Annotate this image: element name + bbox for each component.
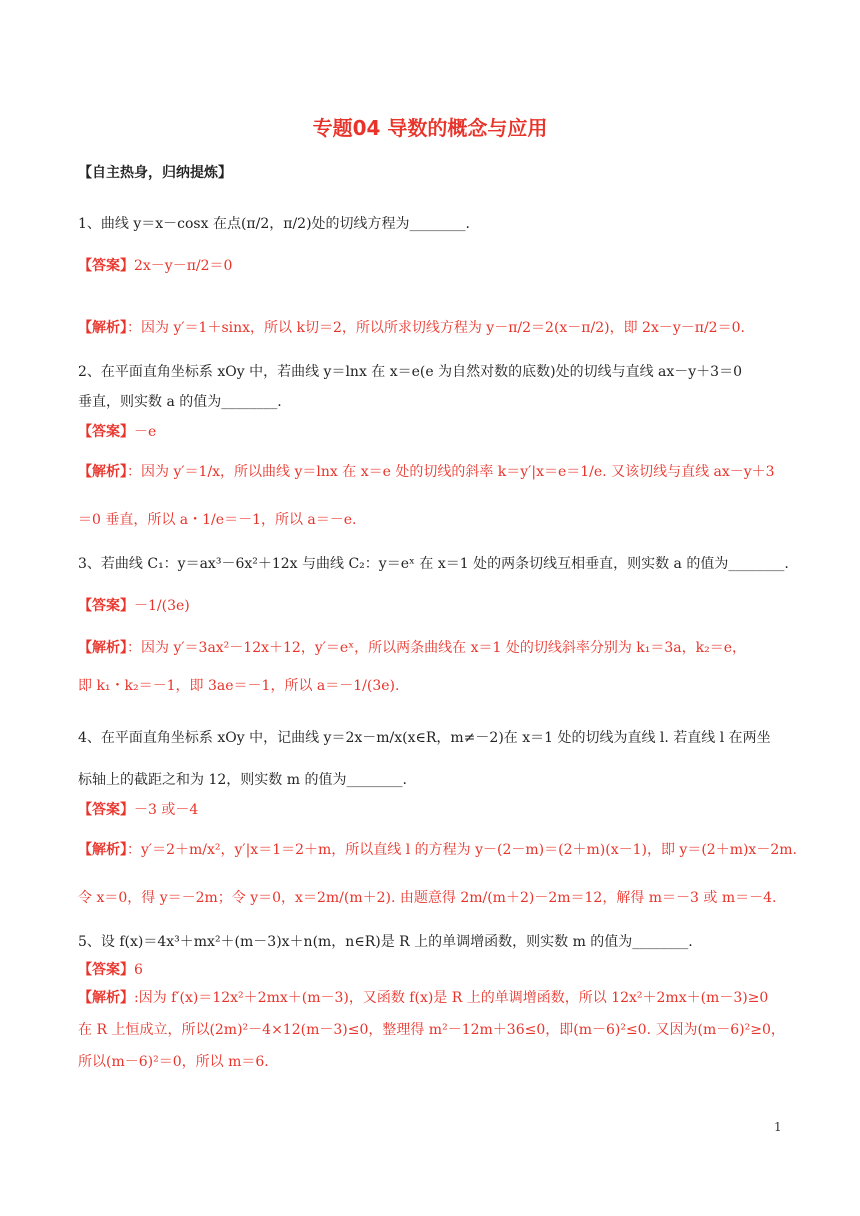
answer-label: 【答案】 [78, 802, 134, 818]
analysis-3-text-1: ：因为 y′＝3ax²－12x＋12，y′＝eˣ，所以两条曲线在 x＝1 处的切线斜率分别为 k₁＝3a，k₂＝e， [127, 640, 747, 656]
section-heading: 【自主热身，归纳提炼】 [78, 165, 232, 181]
analysis-label: 【解析】 [78, 464, 127, 480]
answer-5 [78, 960, 788, 980]
answer-4-text: －3 或－4 [134, 802, 199, 818]
analysis-label: 【解析】 [78, 842, 127, 858]
question-1-line-1: 1、曲线 y＝x－cosx 在点(π/2，π/2)处的切线方程为________. [78, 216, 470, 232]
answer-3 [78, 596, 788, 616]
answer-4 [78, 800, 788, 820]
analysis-1-text-1: ：因为 y′＝1＋sinx，所以 k切＝2，所以所求切线方程为 y－π/2＝2(x－π/2)，即 2x－y－π/2＝0. [127, 320, 745, 336]
answer-label: 【答案】 [78, 962, 134, 978]
analysis-label: 【解析】 [78, 990, 134, 1006]
analysis-1-line-1 [78, 318, 788, 338]
analysis-label: 【解析】 [78, 640, 127, 656]
question-5-line-1: 5、设 f(x)＝4x³＋mx²＋(m－3)x＋n(m，n∈R)是 R 上的单调增函数，则实数 m 的值为________. [78, 934, 693, 950]
answer-2-text: －e [134, 424, 157, 440]
answer-5-text: 6 [134, 962, 143, 978]
analysis-2-text-1: ：因为 y′＝1/x，所以曲线 y＝lnx 在 x＝e 处的切线的斜率 k＝y′|x＝e＝1/e. 又该切线与直线 ax－y＋3 [127, 464, 775, 480]
analysis-5-line-3: 所以(m－6)²＝0，所以 m＝6. [78, 1054, 269, 1070]
analysis-3-line-2: 即 k₁・k₂＝－1，即 3ae＝－1，所以 a＝－1/(3e). [78, 678, 400, 694]
page-number: 1 [774, 1120, 782, 1134]
question-4-line-2: 标轴上的截距之和为 12，则实数 m 的值为________. [78, 772, 407, 788]
analysis-3-line-1 [78, 638, 788, 658]
analysis-4-line-1 [78, 840, 797, 860]
answer-2 [78, 422, 788, 442]
answer-label: 【答案】 [78, 598, 134, 614]
question-2-line-1: 2、在平面直角坐标系 xOy 中，若曲线 y＝lnx 在 x＝e(e 为自然对数的底数)处的切线与直线 ax－y＋3＝0 [78, 364, 742, 380]
analysis-4-line-2: 令 x＝0，得 y＝－2m；令 y＝0，x＝2m/(m＋2). 由题意得 2m/(m＋2)－2m＝12，解得 m＝－3 或 m＝－4. [78, 890, 777, 906]
answer-1-text: 2x－y－π/2＝0 [134, 258, 233, 274]
answer-label: 【答案】 [78, 424, 134, 440]
analysis-5-line-1 [78, 988, 788, 1008]
analysis-2-line-1 [78, 462, 788, 482]
question-3-line-1: 3、若曲线 C₁：y＝ax³－6x²＋12x 与曲线 C₂：y＝eˣ 在 x＝1 处的两条切线互相垂直，则实数 a 的值为________. [78, 556, 789, 572]
analysis-label: 【解析】 [78, 320, 127, 336]
page-title: 专题04 导数的概念与应用 [312, 116, 548, 140]
analysis-5-text-1: :因为 f′(x)＝12x²＋2mx＋(m－3)，又函数 f(x)是 R 上的单调增函数，所以 12x²＋2mx＋(m－3)≥0 [134, 990, 769, 1006]
analysis-5-line-2: 在 R 上恒成立，所以(2m)²－4×12(m－3)≤0，整理得 m²－12m＋36≤0，即(m－6)²≤0. 又因为(m－6)²≥0， [78, 1022, 785, 1038]
question-4-line-1: 4、在平面直角坐标系 xOy 中，记曲线 y＝2x－m/x(x∈R，m≠－2)在 x＝1 处的切线为直线 l. 若直线 l 在两坐 [78, 730, 771, 746]
answer-3-text: －1/(3e) [134, 598, 190, 614]
analysis-4-text-1: ：y′＝2＋m/x²，y′|x＝1＝2＋m，所以直线 l 的方程为 y－(2－m)＝(2＋m)(x－1)，即 y＝(2＋m)x－2m. [127, 842, 797, 858]
analysis-2-line-2: ＝0 垂直，所以 a・1/e＝－1，所以 a＝－e. [78, 512, 357, 528]
answer-1 [78, 256, 788, 276]
question-2-line-2: 垂直，则实数 a 的值为________. [78, 394, 282, 410]
answer-label: 【答案】 [78, 258, 134, 274]
